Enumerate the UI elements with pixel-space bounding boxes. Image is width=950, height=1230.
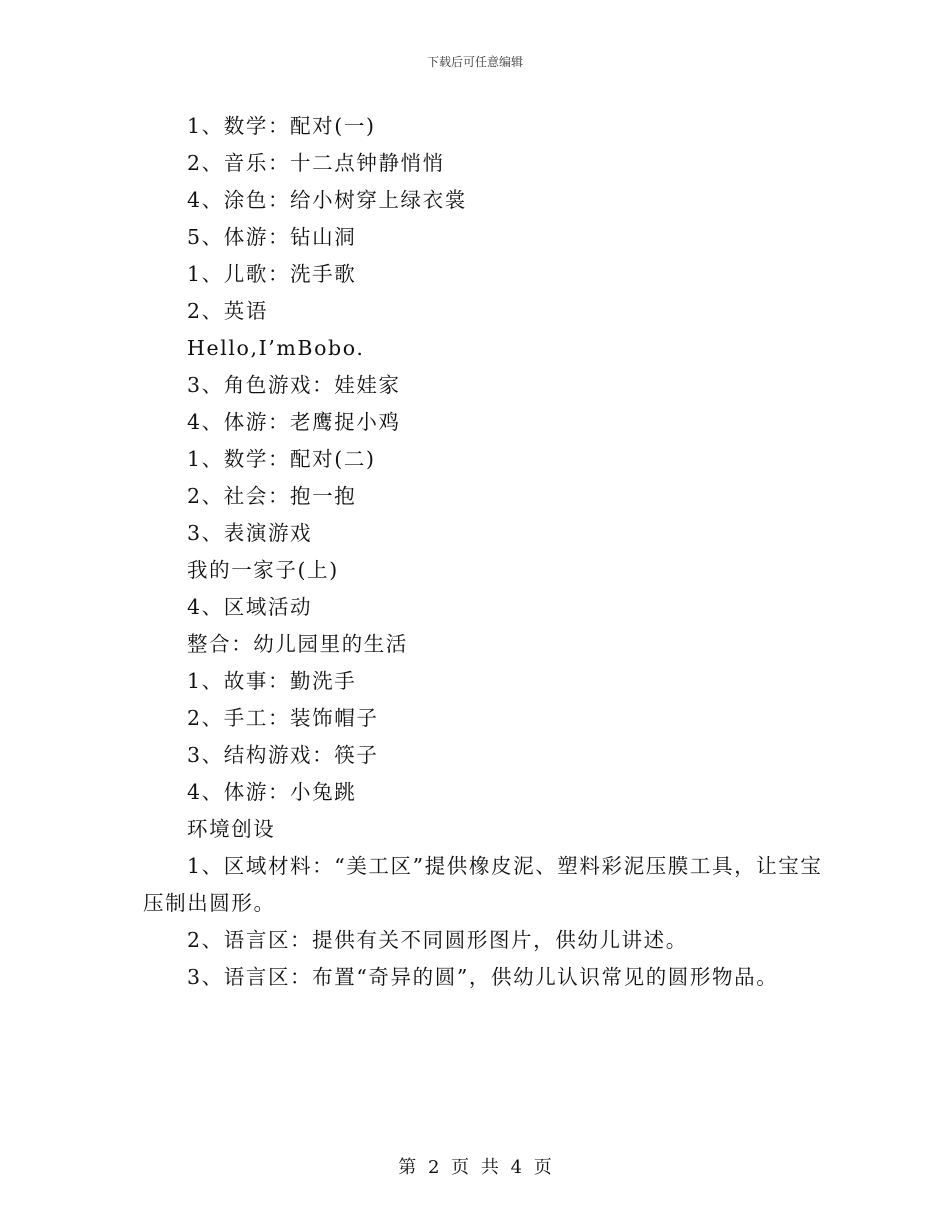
text-line: 我的一家子(上) [187,558,339,582]
section-heading: 环境创设 [187,817,276,841]
text-line: 1、数学：配对(二) [187,447,376,471]
text-line: 2、社会：抱一抱 [187,484,357,508]
text-line: 1、故事：勤洗手 [187,669,357,693]
text-line: 1、儿歌：洗手歌 [187,262,357,286]
text-line: 4、区域活动 [187,595,313,619]
text-line: 2、手工：装饰帽子 [187,706,379,730]
text-line: 1、数学：配对(一) [187,114,376,138]
page-header: 下载后可任意编辑 [426,55,523,69]
text-line: 2、英语 [187,299,268,323]
text-line: 2、音乐：十二点钟静悄悄 [187,151,445,175]
text-line: 3、结构游戏：筷子 [187,743,379,767]
page-footer: 第 2 页 共 4 页 [398,1157,552,1178]
text-line: 4、涂色：给小树穿上绿衣裳 [187,188,467,212]
text-line: 4、体游：小兔跳 [187,780,357,804]
text-line: 3、角色游戏：娃娃家 [187,373,401,397]
paragraph: 3、语言区：布置“奇异的圆”，供幼儿认识常见的圆形物品。 [187,965,779,989]
text-line: 3、表演游戏 [187,521,313,545]
text-line: Hello,I’mBobo. [187,336,365,360]
text-line: 整合：幼儿园里的生活 [187,632,408,656]
paragraph: 2、语言区：提供有关不同圆形图片，供幼儿讲述。 [187,928,688,952]
text-line: 5、体游：钻山洞 [187,225,357,249]
paragraph: 1、区域材料：“美工区”提供橡皮泥、塑料彩泥压膜工具，让宝宝压制出圆形。 [143,854,823,915]
document-body [143,108,823,996]
text-line: 4、体游：老鹰捉小鸡 [187,410,401,434]
